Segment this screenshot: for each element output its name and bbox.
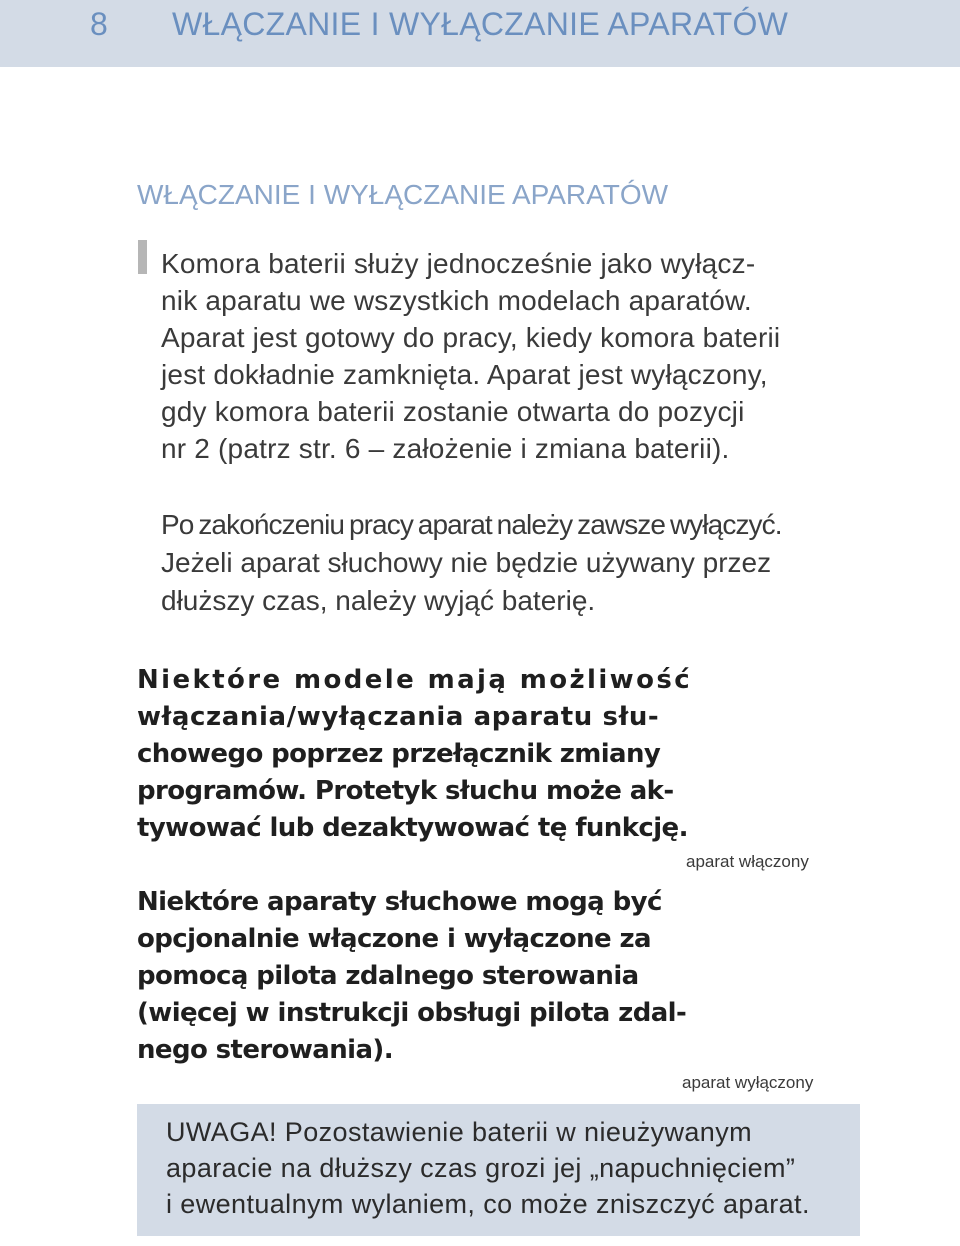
text-line: jest dokładnie zamknięta. Aparat jest wyłączony, xyxy=(161,359,768,390)
text-line: programów. Protetyk słuchu może ak- xyxy=(137,776,674,806)
text-line: tywować lub dezaktywować tę funkcję. xyxy=(137,813,688,843)
text-line: Niektóre modele mają możliwość xyxy=(137,665,693,695)
text-line: Aparat jest gotowy do pracy, kiedy komora baterii xyxy=(161,322,781,353)
text-line: Po zakończeniu pracy aparat należy zawsze wyłączyć. xyxy=(161,509,782,540)
text-line: gdy komora baterii zostanie otwarta do pozycji xyxy=(161,396,745,427)
section-title: WŁĄCZANIE I WYŁĄCZANIE APARATÓW xyxy=(137,179,669,210)
intro-paragraph xyxy=(161,245,841,467)
text-line: Komora baterii służy jednocześnie jako wyłącz- xyxy=(161,248,756,279)
program-switch-paragraph xyxy=(137,662,693,847)
text-line: opcjonalnie włączone i wyłączone za xyxy=(137,924,651,954)
turn-off-paragraph xyxy=(161,506,841,620)
caption-device-on: aparat włączony xyxy=(686,852,809,871)
text-line: włączania/wyłączania aparatu słu- xyxy=(137,702,660,732)
page-number: 8 xyxy=(90,6,108,42)
warning-text xyxy=(166,1114,846,1222)
text-line: nego sterowania). xyxy=(137,1035,393,1065)
text-line: Niektóre aparaty słuchowe mogą być xyxy=(137,887,662,917)
text-line: aparacie na dłuższy czas grozi jej „napuchnięciem” xyxy=(166,1153,796,1183)
text-line: dłuższy czas, należy wyjąć baterię. xyxy=(161,585,596,616)
running-header-title: WŁĄCZANIE I WYŁĄCZANIE APARATÓW xyxy=(172,6,789,42)
text-line: chowego poprzez przełącznik zmiany xyxy=(137,739,661,769)
caption-device-off: aparat wyłączony xyxy=(682,1073,814,1092)
text-line: nr 2 (patrz str. 6 – założenie i zmiana baterii). xyxy=(161,433,730,464)
text-line: i ewentualnym wylaniem, co może zniszczyć aparat. xyxy=(166,1189,810,1219)
remote-control-paragraph xyxy=(137,884,687,1069)
text-line: (więcej w instrukcji obsługi pilota zdal- xyxy=(137,998,687,1028)
text-line: pomocą pilota zdalnego sterowania xyxy=(137,961,639,991)
text-line: nik aparatu we wszystkich modelach aparatów. xyxy=(161,285,752,316)
text-line: Jeżeli aparat słuchowy nie będzie używany przez xyxy=(161,547,772,578)
paragraph-marker-bar xyxy=(138,240,147,274)
text-line: UWAGA! Pozostawienie baterii w nieużywanym xyxy=(166,1117,753,1147)
